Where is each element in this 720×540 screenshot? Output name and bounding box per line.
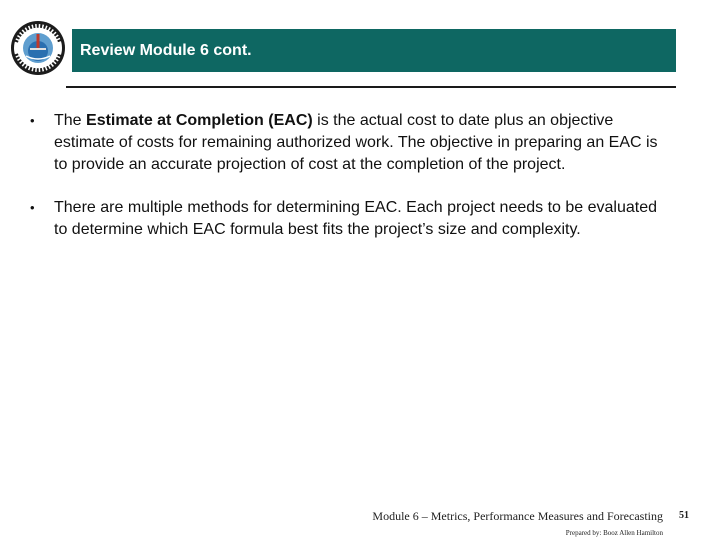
booz-allen-hamilton-logo [10,20,66,76]
slide-content [30,110,670,262]
footer-module-label: Module 6 – Metrics, Performance Measures and Forecasting [372,509,663,523]
bullet-prefix: The [54,112,87,129]
slide-title: Review Module 6 cont. [80,41,252,59]
bullet-item [30,197,670,241]
bullet-marker: • [30,113,35,128]
title-bar [72,29,676,72]
footer-prepared-by: Prepared by: Booz Allen Hamilton [565,529,663,537]
title-divider [66,86,676,88]
bullet-marker: • [30,200,35,215]
bullet-item [30,110,670,176]
bullet-text: There are multiple methods for determining EAC. Each project needs to be evaluated to determine which EAC formula best fits the project’s size and complexity. [54,199,657,238]
page-number: 51 [679,510,689,521]
bullet-rest: is the actual cost to date plus an objective estimate of costs for remaining authorized work. The objective in preparing an EAC is to provide an accurate projection of cost at the completion of the project. [54,112,658,173]
bullet-bold-term: Estimate at Completion (EAC) [86,112,313,129]
bullet-text [54,110,670,176]
